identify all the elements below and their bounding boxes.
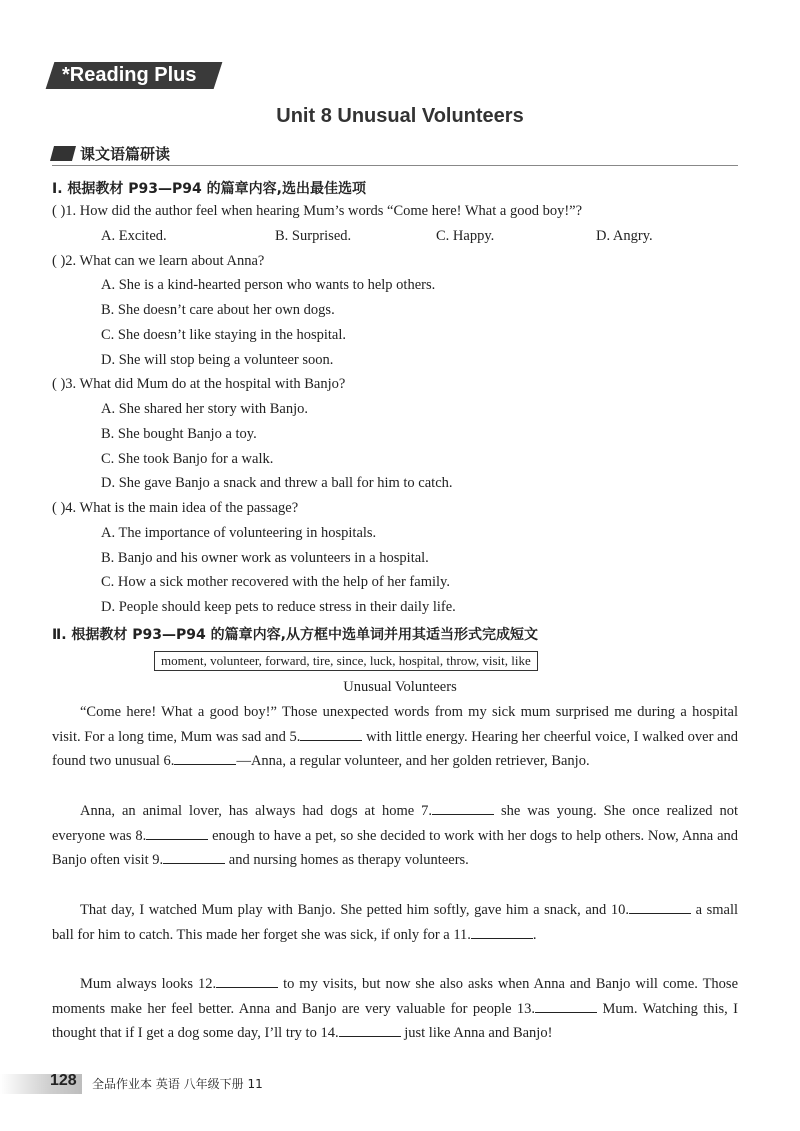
paragraph-text: Mum. Watching this, I thought that if I get a dog some day, I’ll try to 14. (52, 1000, 738, 1042)
question-2-option-d: D. She will stop being a volunteer soon. (101, 352, 334, 368)
question-1-option-a: A. Excited. (101, 228, 167, 244)
question-2-option-a: A. She is a kind-hearted person who wants to help others. (101, 277, 436, 293)
paragraph-text: Anna, an animal lover, has always had dogs at home 7. (80, 803, 433, 819)
paragraph-text: to my visits, but now she also asks when Anna and Banjo will come. Those moments make her feel better. Anna and Banjo are very valuable for people 13. (52, 976, 739, 1017)
unit-title: Unit 8 Unusual Volunteers (276, 105, 524, 127)
passage-title: Unusual Volunteers (343, 679, 457, 695)
paragraph-text: and nursing homes as therapy volunteers. (228, 852, 469, 869)
question-3-stem: ( )3. What did Mum do at the hospital with Banjo? (52, 376, 346, 392)
passage-paragraph-3 (52, 898, 738, 947)
question-3-option-b: B. She bought Banjo a toy. (101, 426, 257, 442)
part1-heading: Ⅰ. 根据教材 P93—P94 的篇章内容,选出最佳选项 (52, 181, 366, 197)
paragraph-text: she was young. She once realized not everyone was 8. (52, 803, 738, 844)
blank-6[interactable] (174, 752, 236, 765)
passage-paragraph-2 (52, 799, 738, 873)
paragraph-text: “Come here! What a good boy!” Those unexpected words from my sick mum surprised me during a hospital visit. For a long time, Mum was sad and 5. (52, 704, 738, 745)
blank-12[interactable] (216, 975, 278, 988)
passage-paragraph-4 (52, 972, 738, 1046)
blank-11[interactable] (471, 926, 533, 939)
word-box: moment, volunteer, forward, tire, since, luck, hospital, throw, visit, like (154, 651, 538, 671)
part2-heading: Ⅱ. 根据教材 P93—P94 的篇章内容,从方框中选单词并用其适当形式完成短文 (52, 627, 538, 643)
paragraph-text: with little energy. Hearing her cheerful voice, I walked over and found two unusual 6. (52, 728, 739, 770)
section-header (52, 143, 738, 166)
question-2-stem: ( )2. What can we learn about Anna? (52, 253, 265, 269)
blank-10[interactable] (629, 901, 691, 914)
paragraph-text: . (532, 926, 537, 943)
blank-5[interactable] (300, 728, 362, 741)
question-1-option-c: C. Happy. (436, 228, 495, 244)
question-3-option-c: C. She took Banjo for a walk. (101, 451, 274, 467)
paragraph-text: —Anna, a regular volunteer, and her golden retriever, Banjo. (236, 753, 590, 770)
passage-paragraph-1 (52, 700, 738, 774)
question-3-option-a: A. She shared her story with Banjo. (101, 401, 308, 417)
reading-plus-banner: *Reading Plus (62, 64, 197, 86)
question-1-option-b: B. Surprised. (275, 228, 352, 244)
question-4-option-a: A. The importance of volunteering in hospitals. (101, 525, 377, 541)
blank-7[interactable] (432, 802, 494, 815)
question-4-option-c: C. How a sick mother recovered with the help of her family. (101, 574, 450, 590)
paragraph-text: Mum always looks 12. (80, 976, 217, 992)
section-marker-icon (50, 146, 76, 161)
paragraph-text: enough to have a pet, so she decided to work with her dogs to help others. Now, Anna and Banjo often visit 9. (52, 827, 739, 869)
question-2-option-c: C. She doesn’t like staying in the hospital. (101, 327, 347, 343)
question-1-stem: ( )1. How did the author feel when hearing Mum’s words “Come here! What a good boy!”? (52, 203, 583, 219)
question-4-option-b: B. Banjo and his owner work as volunteers in a hospital. (101, 550, 429, 566)
blank-14[interactable] (339, 1024, 401, 1037)
paragraph-text: That day, I watched Mum play with Banjo. She petted him softly, gave him a snack, and 10. (80, 902, 629, 918)
blank-8[interactable] (146, 827, 208, 840)
page-number: 128 (50, 1072, 77, 1089)
blank-9[interactable] (163, 851, 225, 864)
page-footer (0, 1070, 800, 1098)
question-2-option-b: B. She doesn’t care about her own dogs. (101, 302, 335, 318)
paragraph-text: a small ball for him to catch. This made her forget she was sick, if only for a 11. (52, 902, 739, 943)
section-title: 课文语篇研读 (80, 145, 171, 163)
question-3-option-d: D. She gave Banjo a snack and threw a ball for him to catch. (101, 475, 453, 491)
question-1-option-d: D. Angry. (596, 228, 653, 244)
footer-book-title: 全品作业本 英语 八年级下册 11 (92, 1077, 263, 1091)
paragraph-text: just like Anna and Banjo! (404, 1025, 553, 1042)
question-4-stem: ( )4. What is the main idea of the passage? (52, 500, 299, 516)
question-4-option-d: D. People should keep pets to reduce stress in their daily life. (101, 599, 456, 615)
blank-13[interactable] (535, 1000, 597, 1013)
